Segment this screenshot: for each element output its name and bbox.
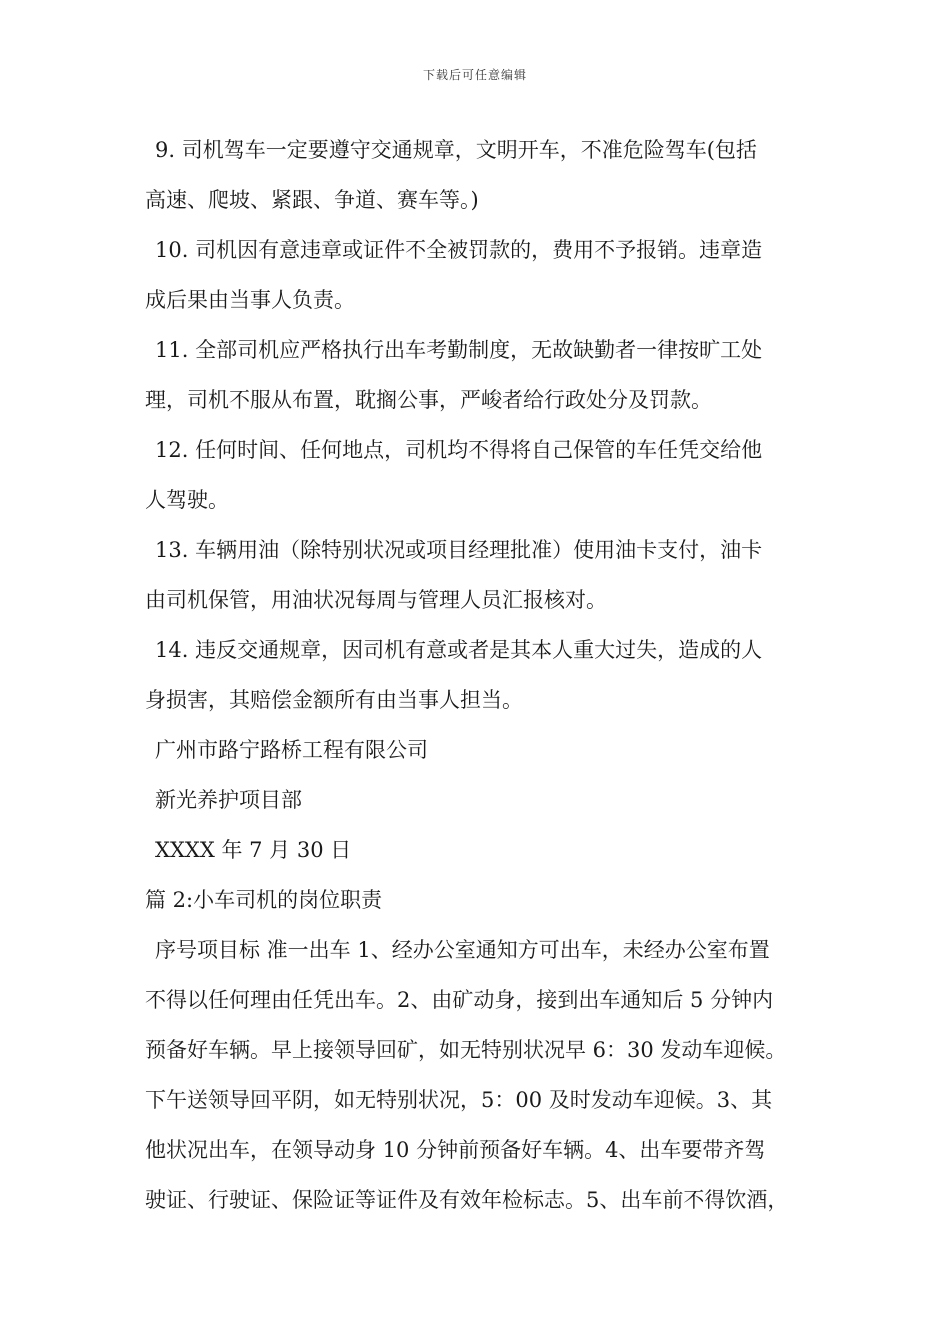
- text-line: 11. 全部司机应严格执行出车考勤制度，无故缺勤者一律按旷工处: [155, 338, 763, 362]
- text-line: 新光养护项目部: [155, 788, 302, 812]
- text-line: 下午送领导回平阴，如无特别状况，5：00 及时发动车迎候。3、其: [145, 1088, 773, 1112]
- text-line: 理，司机不服从布置，耽搁公事，严峻者给行政处分及罚款。: [145, 388, 712, 412]
- text-line: 人驾驶。: [145, 488, 229, 512]
- text-line: 他状况出车，在领导动身 10 分钟前预备好车辆。4、出车要带齐驾: [145, 1138, 766, 1162]
- text-line: 篇 2:小车司机的岗位职责: [145, 888, 383, 912]
- text-line: 14. 违反交通规章，因司机有意或者是其本人重大过失，造成的人: [155, 638, 763, 662]
- text-line: 不得以任何理由任凭出车。2、由矿动身，接到出车通知后 5 分钟内: [145, 988, 774, 1012]
- text-line: 9. 司机驾车一定要遵守交通规章，文明开车，不准危险驾车(包括: [155, 138, 757, 162]
- text-line: 成后果由当事人负责。: [145, 288, 355, 312]
- text-line: 10. 司机因有意违章或证件不全被罚款的，费用不予报销。违章造: [155, 238, 763, 262]
- page-header: 下载后可任意编辑: [422, 68, 527, 82]
- text-line: 12. 任何时间、任何地点，司机均不得将自己保管的车任凭交给他: [155, 438, 763, 462]
- text-line: 由司机保管，用油状况每周与管理人员汇报核对。: [145, 588, 607, 612]
- text-line: 13. 车辆用油（除特别状况或项目经理批准）使用油卡支付，油卡: [155, 538, 763, 562]
- text-line: 预备好车辆。早上接领导回矿，如无特别状况早 6：30 发动车迎候。: [145, 1038, 787, 1062]
- text-line: XXXX 年 7 月 30 日: [155, 838, 352, 862]
- text-line: 序号项目标 准一出车 1、经办公室通知方可出车，未经办公室布置: [155, 938, 770, 962]
- text-line: 高速、爬坡、紧跟、争道、赛车等。): [145, 188, 479, 212]
- text-line: 驶证、行驶证、保险证等证件及有效年检标志。5、出车前不得饮酒，: [145, 1188, 789, 1212]
- text-line: 广州市路宁路桥工程有限公司: [155, 738, 428, 762]
- document-body: [145, 125, 825, 1225]
- text-line: 身损害，其赔偿金额所有由当事人担当。: [145, 688, 523, 712]
